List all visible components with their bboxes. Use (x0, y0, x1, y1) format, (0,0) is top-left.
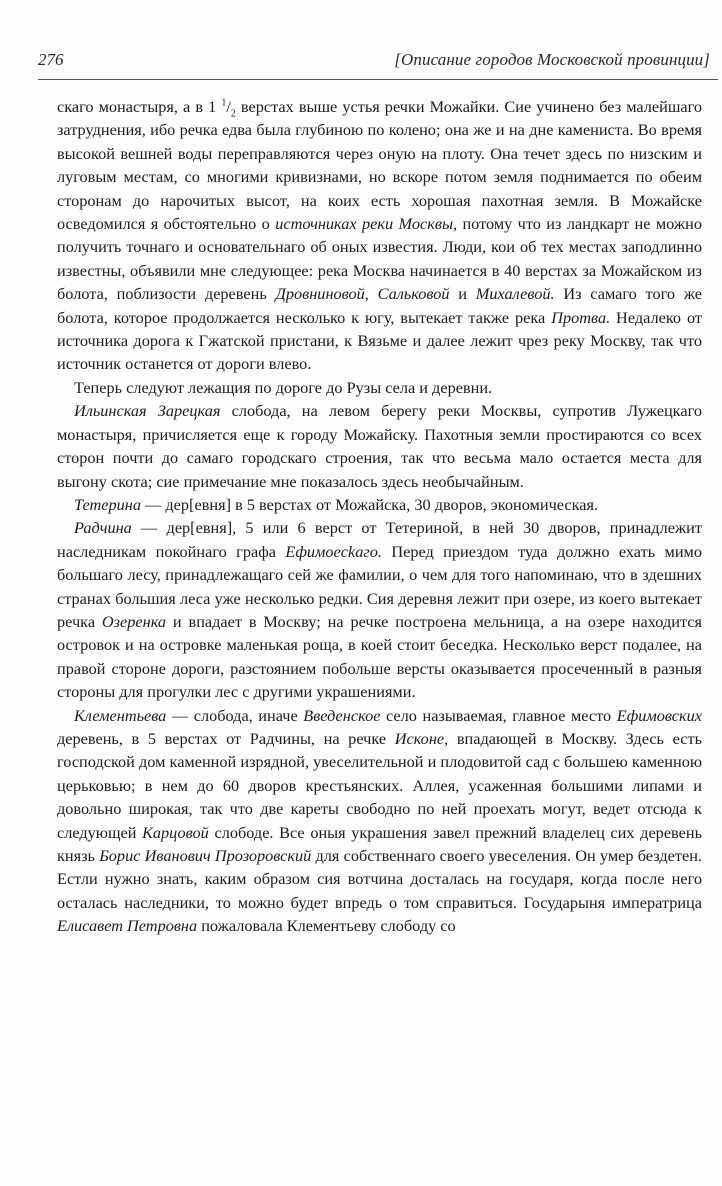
italic-text: Клементьева (74, 705, 167, 725)
paragraph (57, 704, 702, 938)
text-run: — дер[евня] в 5 верстах от Можайска, 30 дворов, экономическая. (140, 494, 599, 514)
italic-text: Ефимовских (616, 705, 702, 725)
subscript: 2 (230, 108, 236, 120)
text-run: слободе. Все оныя украшения завел прежний владелец сих деревень князь (57, 822, 703, 865)
text-run: впадающей в Москву. Здесь есть господской дом каменной изрядной, увеселительной и плодовитой сад с большею каменною церьковью; в нем до 60 дворов крестьянских. Аллея, усаженная большими липами и довольно широкая, так что две кареты свободно по ней проехать могут, ведет отсюда к следующей (57, 728, 703, 842)
paragraph (57, 376, 702, 399)
text-run: Недалеко от источника дорога к Гжатской пристани, к Вязьме и далее лежит чрез реку Москву, так что источник останется от дороги влево. (57, 307, 702, 374)
header-rule (38, 79, 718, 80)
italic-text: Елисавет Петровна (57, 916, 198, 936)
superscript: 1 (221, 97, 227, 109)
page-number: 276 (38, 50, 64, 69)
page-header (38, 50, 718, 76)
text-run: / (226, 97, 231, 116)
italic-text: Озеренка (101, 611, 167, 631)
italic-text: Михалевой. (475, 284, 555, 304)
body-text (57, 95, 702, 938)
text-run: слобода, на левом берегу реки Москвы, супротив Лужецкаго монастыря, причисляется еще к городу Можайску. Пахотныя земли простираются со всех сторон почти до самаго городскаго строения, так что весьма мало остается места для выгону скота; сие примечание мне показалось здесь необычайным. (57, 401, 702, 491)
text-run: верстах выше устья речки Можайки. Сие учинено без малейшаго затруднения, ибо речка едва была глубиною по колено; она же и на дне камениста. Во время высокой вешней воды переправляются через оную на плоту. Она течет здесь по низским и луговым местам, со многими кривизнами, но вскоре потом земля поднимается по обеим сторонам до нарочитых высот, на коих есть хорошая пахотная земля. В Можайске осведомился я обстоятельно о (57, 97, 702, 234)
italic-text: Борис Иванович Прозоровский (99, 846, 312, 865)
italic-text: Радчина (74, 518, 132, 538)
italic-text: источниках реки Москвы, (275, 214, 458, 234)
text-run: деревень, в 5 верстах от Радчины, на речке (57, 728, 395, 748)
italic-text: Дровниновой, Сальковой (275, 284, 450, 304)
italic-text: Введенское (303, 705, 381, 725)
running-title: [Описание городов Московской провинции] (394, 50, 710, 69)
italic-text: Ефимоеckaго. (285, 541, 382, 561)
text-run: скаго монастыря, а в 1 (57, 97, 222, 116)
italic-text: Ильинская Зарецкая (74, 401, 221, 421)
paragraph (57, 493, 702, 516)
text-run: для собственнаго своего увеселения. Он умер бездетен. Естли нужно знать, каким образом сия вотчина досталась на государя, когда после него осталась наследники, то можно будет впредь о том справиться. Государыня императрица (57, 846, 702, 912)
text-run: и (449, 284, 476, 304)
text-run: село называемая, главное место (380, 705, 617, 725)
italic-text: Тетерина (74, 494, 141, 514)
text-run: — дер[евня], 5 или 6 верст от Тетериной, в ней 30 дворов, принадлежит наследникам покойнаго графа (57, 518, 702, 561)
paragraph (57, 399, 702, 493)
text-run: Теперь следуют лежащия по дороге до Рузы села и деревни. (74, 377, 493, 397)
text-run: и впадает в Москву; на речке построена мельница, а на озере находится островок и на островке маленькая роща, в коей стоит беседка. Несколько верст подалее, на правой стороне дороги, разстоянием побольше версты оказывается просеченный в разныя стороны для прогулки лес с другими украшениями. (57, 611, 702, 702)
text-run: пожаловала Клементьеву слободу со (197, 916, 456, 936)
italic-text: Исконе, (394, 728, 449, 748)
text-run: Из самаго того же болота, которое продолжается несколько к югу, вытекает также река (57, 284, 703, 327)
paragraph (57, 95, 702, 376)
italic-text: Протва. (551, 307, 611, 327)
text-run: Перед приездом туда должно ехать мимо большаго лесу, принадлежащаго сей же фамилии, о чем для того напоминаю, что в здешних странах большия леса уже несколько редки. Сия деревня лежит при озере, из коего вытекает речка (57, 541, 702, 631)
paragraph (57, 516, 702, 703)
text-run: потому что из ландкарт не можно получить точнаго и основательнаго об оных известия. Люди, кои об тех местах заподлинно известны, объявили мне следующее: река Москва начинается в 40 верстах за Можайском из болота, поблизости деревень (57, 214, 703, 304)
italic-text: Карцовой (142, 822, 209, 842)
text-run: — слобода, иначе (166, 705, 304, 725)
